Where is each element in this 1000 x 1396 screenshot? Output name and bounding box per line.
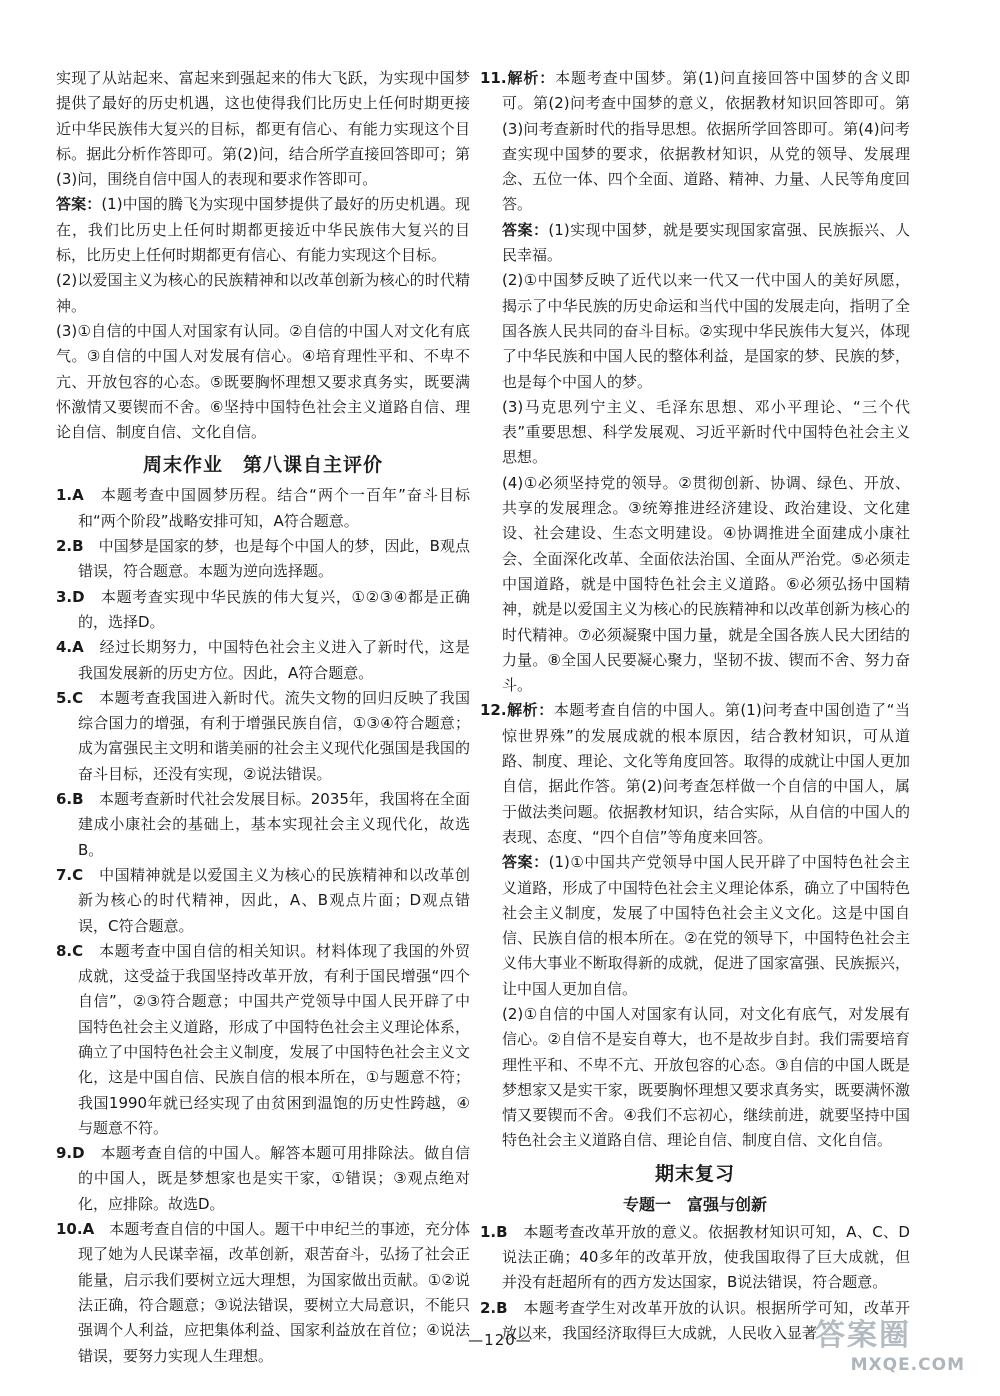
analysis-text: 本题考查中国梦。第(1)问直接回答中国梦的含义即可。第(2)问考查中国梦的意义，依据教材知识回答即可。第(3)问考查新时代的指导思想。依据所学回答即可。第(4)问考查实现中国梦的要求，依据教材知识，从党的领导、发展理念、五位一体、四个全面、道路、精神、力量、人民等角度回答。 xyxy=(502,69,910,214)
left-answer-1 xyxy=(56,192,470,268)
topic-title: 专题一 富强与创新 xyxy=(622,1194,767,1214)
question-11-answer-2: (2)①中国梦反映了近代以来一代又一代中国人的美好夙愿，揭示了中华民族的历史命运和当代中国的发展走向，指明了全国各族人民共同的奋斗目标。②实现中华民族伟大复兴，体现了中华民族和中国人民的整体利益，是国家的梦、民族的梦，也是每个中国人的梦。 xyxy=(502,271,910,391)
item-text: 本题考查实现中华民族的伟大复兴，①②③④都是正确的，选择D。 xyxy=(78,587,470,631)
analysis-text: 本题考查自信的中国人。第(1)问考查中国创造了“当惊世界殊”的发展成就的根本原因，结合教材知识，可从道路、制度、理论、文化等角度回答。取得的成就让中国人更加自信，据此作答。第(2)问考查怎样做一个自信的中国人，属于做法类问题。依据教材知识，结合实际，从自信的中国人的表现、态度、“四个自信”等角度来回答。 xyxy=(502,701,910,846)
question-11-answer-3: (3)马克思列宁主义、毛泽东思想、邓小平理论、“三个代表”重要思想、科学发展观、习近平新时代中国特色社会主义思想。 xyxy=(502,397,910,467)
item-number: 1.B xyxy=(480,1222,508,1241)
answer-text: (1)实现中国梦，就是要实现国家富强、民族振兴、人民幸福。 xyxy=(502,220,910,265)
item-number: 1.A xyxy=(56,486,84,505)
item-text: 中国精神就是以爱国主义为核心的民族精神和以改革创新为核心的时代精神，因此，A、B观点片面；D观点错误，C符合题意。 xyxy=(78,865,470,935)
item-text: 本题考查我国进入新时代。流失文物的回归反映了我国综合国力的增强，有利于增强民族自信，①③④符合题意；成为富强民主文明和谐美丽的社会主义现代化强国是我国的奋斗目标，还没有实现，②说法错误。 xyxy=(78,688,470,783)
left-item-2 xyxy=(56,534,470,585)
item-number: 6.B xyxy=(56,790,84,809)
question-11-analysis xyxy=(480,66,910,218)
left-intro-paragraph: 实现了从站起来、富起来到强起来的伟大飞跃，为实现中国梦提供了最好的历史机遇，这也使得我们比历史上任何时期更接近中华民族伟大复兴的目标，都更有信心、有能力实现这个目标。据此分析作答即可。第(2)问，结合所学直接回答即可；第(3)问，围绕自信中国人的表现和要求作答即可。 xyxy=(56,69,470,189)
watermark-bottom-text: MXQE.COM xyxy=(850,1355,965,1375)
item-number: 3.D xyxy=(56,587,85,606)
left-item-5 xyxy=(56,686,470,787)
left-answer-3: (3)①自信的中国人对国家有认同。②自信的中国人对文化有底气。③自信的中国人对发展有信心。④培育理性平和、不卑不亢、开放包容的心态。⑤既要胸怀理想又要求真务实，既要满怀激情又要锲而不舍。⑥坚持中国特色社会主义道路自信、理论自信、制度自信、文化自信。 xyxy=(56,321,470,442)
question-12-answer-2: (2)①自信的中国人对国家有认同，对文化有底气，对发展有信心。②自信不是妄自尊大，也不是故步自封。我们需要培育理性平和、不卑不亢、开放包容的心态。③自信的中国人既是梦想家又是实干家，既要胸怀理想又要求真务实，既要满怀激情又要锲而不舍。④我们不忘初心，继续前进，就要坚持中国特色社会主义道路自信、理论自信、制度自信、文化自信。 xyxy=(502,1004,910,1150)
item-number: 7.C xyxy=(56,865,84,884)
question-number: 11. xyxy=(480,69,507,87)
section-title-final-review: 期末复习 xyxy=(654,1162,735,1185)
watermark-logo xyxy=(815,1318,975,1388)
item-number: 10.A xyxy=(56,1220,95,1239)
item-text: 本题考查自信的中国人。解答本题可用排除法。做自信的中国人，既是梦想家也是实干家，①错误；③观点绝对化，应排除。故选D。 xyxy=(78,1144,470,1213)
left-item-7 xyxy=(56,863,470,939)
item-text: 本题考查学生对改革开放的认识。根据所学可知，改革开放以来，我国经济取得巨大成就，人民收入显著 xyxy=(502,1298,910,1342)
answer-label: 答案： xyxy=(502,853,549,872)
item-text: 本题考查中国自信的相关知识。材料体现了我国的外贸成就，这受益于我国坚持改革开放，有利于国民增强“四个自信”，②③符合题意；中国共产党领导中国人民开辟了中国特色社会主义道路，形成了中国特色社会主义理论体系，确立了中国特色社会主义制度，发展了中国特色社会主义文化，这是中国自信、民族自信的根本所在，①与题意不符；我国1990年就已经实现了由贫困到温饱的历史性跨越，④与题意不符。 xyxy=(78,941,470,1137)
page-number: —120— xyxy=(468,1331,532,1349)
left-item-9 xyxy=(56,1141,470,1217)
question-number: 12. xyxy=(480,701,507,720)
item-number: 2.B xyxy=(56,537,84,556)
left-column xyxy=(56,66,470,1369)
left-item-6 xyxy=(56,787,470,863)
item-number: 9.D xyxy=(56,1144,85,1163)
answer-label: 答案： xyxy=(56,195,102,214)
right-column xyxy=(480,66,910,1346)
left-answer-2: (2)以爱国主义为核心的民族精神和以改革创新为核心的时代精神。 xyxy=(56,271,470,315)
item-number: 8.C xyxy=(56,941,84,960)
question-12-analysis xyxy=(480,698,910,850)
item-text: 本题考查新时代社会发展目标。2035年，我国将在全面建成小康社会的基础上，基本实现社会主义现代化，故选B。 xyxy=(78,790,470,859)
left-item-1 xyxy=(56,483,470,534)
watermark-top-text: 答案圈 xyxy=(815,1318,911,1353)
question-11-answer-4: (4)①必须坚持党的领导。②贯彻创新、协调、绿色、开放、共享的发展理念。③统筹推进经济建设、政治建设、文化建设、社会建设、生态文明建设。④协调推进全面建成小康社会、全面深化改革、全面依法治国、全面从严治党。⑤必须走中国道路，就是中国特色社会主义道路。⑥必须弘扬中国精神，就是以爱国主义为核心的民族精神和以改革创新为核心的时代精神。⑦必须凝聚中国力量，就是全国各族人民大团结的力量。⑧全国人民要凝心聚力，坚韧不拔、锲而不舍、努力奋斗。 xyxy=(502,473,910,695)
answer-label: 答案： xyxy=(502,220,549,239)
right-item-1 xyxy=(480,1220,910,1296)
left-item-3 xyxy=(56,585,470,636)
item-text: 经过长期努力，中国特色社会主义进入了新时代，这是我国发展新的历史方位。因此，A符合题意。 xyxy=(78,638,470,682)
item-text: 本题考查中国圆梦历程。结合“两个一百年”奋斗目标和“两个阶段”战略安排可知，A符合题意。 xyxy=(78,486,470,530)
item-number: 5.C xyxy=(56,688,84,707)
answer-text: (1)①中国共产党领导中国人民开辟了中国特色社会主义道路，形成了中国特色社会主义理论体系，确立了中国特色社会主义制度，发展了中国特色社会主义文化。这是中国自信、民族自信的根本所在。②在党的领导下，中国特色社会主义伟大事业不断取得新的成就，促进了国家富强、民族振兴，让中国人更加自信。 xyxy=(502,853,910,998)
item-text: 中国梦是国家的梦，也是每个中国人的梦，因此，B观点错误，符合题意。本题为逆向选择题。 xyxy=(78,537,470,581)
analysis-label: 解析： xyxy=(506,69,556,87)
item-text: 本题考查自信的中国人。题干中申纪兰的事迹，充分体现了她为人民谋幸福，改革创新，艰苦奋斗，弘扬了社会正能量，启示我们要树立远大理想，为国家做出贡献。①②说法正确，符合题意；③说法错误，要树立大局意识，不能只强调个人利益，应把集体利益、国家利益放在首位；④说法错误，要努力实现人生理想。 xyxy=(78,1220,470,1365)
item-number: 4.A xyxy=(56,638,84,657)
left-item-8 xyxy=(56,939,470,1141)
section-title-weekend-homework: 周末作业 第八课自主评价 xyxy=(142,454,383,477)
left-item-4 xyxy=(56,635,470,686)
question-11-answer-1 xyxy=(480,218,910,269)
answer-1-text: (1)中国的腾飞为实现中国梦提供了最好的历史机遇。现在，我们比历史上任何时期都更接近中华民族伟大复兴的目标，比历史上任何时期都更有信心、有能力实现这个目标。 xyxy=(56,195,470,265)
item-text: 本题考查改革开放的意义。依据教材知识可知，A、C、D说法正确；40多年的改革开放，使我国取得了巨大成就，但并没有赶超所有的西方发达国家，B说法错误，符合题意。 xyxy=(502,1222,910,1292)
item-number: 2.B xyxy=(480,1298,508,1317)
analysis-label: 解析： xyxy=(506,701,554,720)
question-12-answer-1 xyxy=(480,850,910,1002)
